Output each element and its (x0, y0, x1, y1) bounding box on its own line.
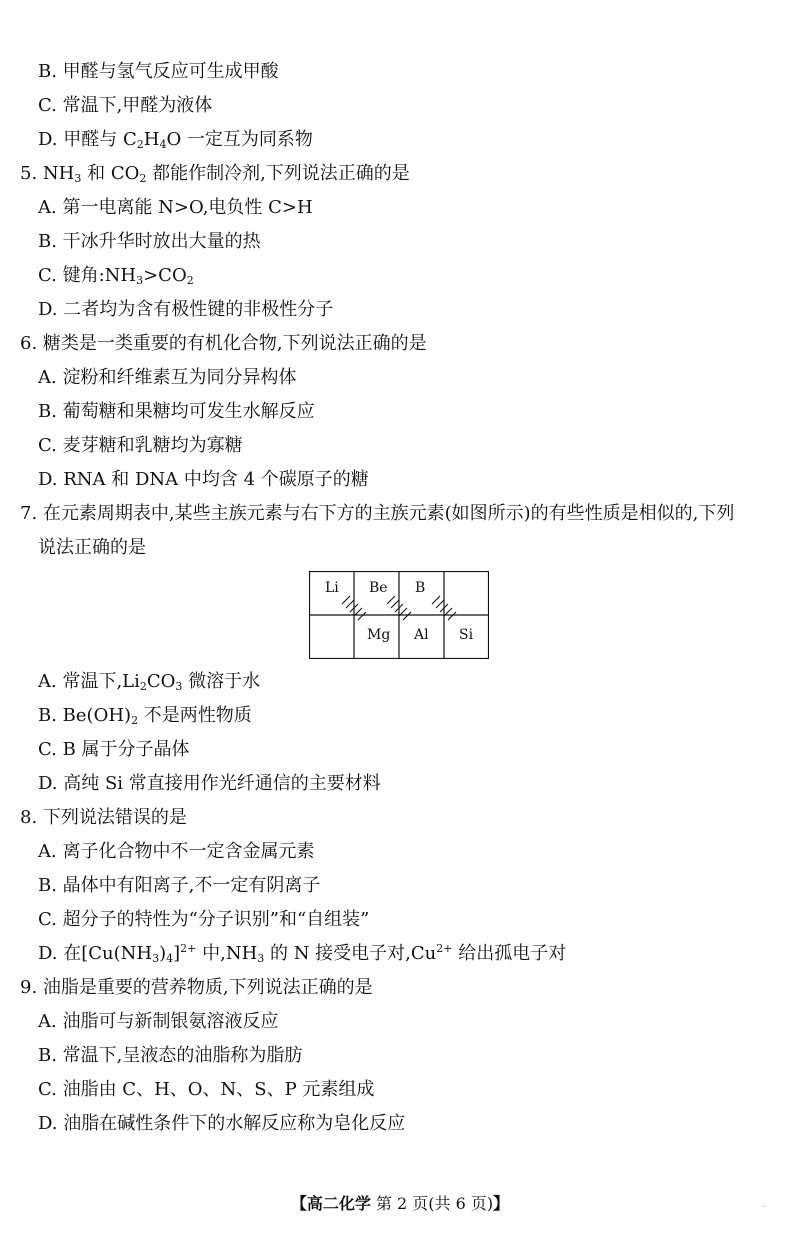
q4-option-b: B. 甲醛与氢气反应可生成甲酸 (38, 61, 279, 82)
q9-option-c: C. 油脂由 C、H、O、N、S、P 元素组成 (38, 1079, 375, 1100)
corner-mark: ·· (762, 1202, 768, 1211)
text: 和 CO (81, 163, 140, 184)
q8-option-b: B. 晶体中有阳离子,不一定有阴离子 (38, 875, 321, 896)
element-b: B (415, 580, 426, 596)
subscript: 3 (136, 274, 144, 287)
text: CO (146, 671, 176, 692)
q6-option-b: B. 葡萄糖和果糖均可发生水解反应 (38, 401, 315, 422)
subscript: 4 (159, 138, 167, 151)
q8-option-d (38, 943, 566, 965)
text: D. 甲醛与 C (38, 129, 137, 150)
q9-stem: 9. 油脂是重要的营养物质,下列说法正确的是 (20, 977, 373, 998)
text: D. 在[Cu(NH (38, 943, 153, 964)
q7-stem-line1: 7. 在元素周期表中,某些主族元素与右下方的主族元素(如图所示)的有些性质是相似的,下列 (20, 503, 735, 524)
q9-option-b: B. 常温下,呈液态的油脂称为脂肪 (38, 1045, 303, 1066)
q6-option-d: D. RNA 和 DNA 中均含 4 个碳原子的糖 (38, 469, 369, 490)
q7-option-a (38, 671, 260, 693)
text: C. 键角:NH (38, 265, 137, 286)
q4-option-c: C. 常温下,甲醛为液体 (38, 95, 213, 116)
element-be: Be (369, 580, 388, 596)
text: A. 常温下,Li (38, 671, 140, 692)
q8-option-c: C. 超分子的特性为“分子识别”和“自组装” (38, 909, 370, 930)
subscript: 3 (74, 172, 82, 185)
q9-option-a: A. 油脂可与新制银氨溶液反应 (38, 1011, 279, 1032)
subscript: 2 (186, 274, 194, 287)
element-si: Si (459, 627, 474, 643)
footer-bracket-open: 【 (290, 1194, 307, 1213)
q5-stem (20, 163, 410, 185)
q6-option-a: A. 淀粉和纤维素互为同分异构体 (38, 367, 297, 388)
subscript: 2 (139, 680, 147, 693)
q8-stem: 8. 下列说法错误的是 (20, 807, 187, 828)
page-footer (0, 1194, 800, 1214)
subscript: 2 (136, 138, 144, 151)
text: 微溶于水 (182, 671, 261, 692)
superscript: 2+ (180, 942, 197, 955)
subscript: 2 (139, 172, 147, 185)
q5-option-b: B. 干冰升华时放出大量的热 (38, 231, 261, 252)
q7-stem-line2: 说法正确的是 (38, 537, 146, 558)
text: 不是两性物质 (138, 705, 252, 726)
q5-option-c (38, 265, 194, 287)
q8-option-a: A. 离子化合物中不一定含金属元素 (38, 841, 315, 862)
text: >CO (143, 265, 187, 286)
text: 都能作制冷剂,下列说法正确的是 (146, 163, 410, 184)
superscript: 2+ (436, 942, 453, 955)
text: 给出孤电子对 (452, 943, 567, 964)
footer-bracket-close: 】 (493, 1194, 510, 1213)
text: ] (173, 943, 181, 964)
text: NH (42, 163, 75, 184)
text: 中,NH (196, 943, 258, 964)
q4-option-d (38, 129, 313, 151)
subscript: 3 (257, 952, 265, 965)
q6-option-c: C. 麦芽糖和乳糖均为寡糖 (38, 435, 243, 456)
subscript: 2 (131, 714, 139, 727)
subscript: 3 (152, 952, 160, 965)
q5-option-d: D. 二者均为含有极性键的非极性分子 (38, 299, 334, 320)
subscript: 3 (175, 680, 183, 693)
footer-page-info: 第 2 页(共 6 页) (370, 1194, 494, 1213)
q6-stem: 6. 糖类是一类重要的有机化合物,下列说法正确的是 (20, 333, 427, 354)
q5-option-a: A. 第一电离能 N>O,电负性 C>H (38, 197, 313, 218)
text: ) (159, 943, 167, 964)
text: H (143, 129, 160, 150)
q7-option-b (38, 705, 252, 727)
q7-option-c: C. B 属于分子晶体 (38, 739, 190, 760)
element-mg: Mg (367, 627, 391, 643)
periodic-table-diagonal-figure (309, 571, 489, 659)
footer-subject: 高二化学 (306, 1194, 371, 1213)
text: B. Be(OH) (38, 705, 132, 726)
element-al: Al (414, 627, 429, 643)
text: O 一定互为同系物 (166, 129, 313, 150)
question-number: 5. (20, 163, 38, 184)
element-li: Li (325, 580, 339, 596)
q7-option-d: D. 高纯 Si 常直接用作光纤通信的主要材料 (38, 773, 381, 794)
text: 的 N 接受电子对,Cu (264, 943, 437, 964)
subscript: 4 (166, 952, 174, 965)
q9-option-d: D. 油脂在碱性条件下的水解反应称为皂化反应 (38, 1113, 406, 1134)
